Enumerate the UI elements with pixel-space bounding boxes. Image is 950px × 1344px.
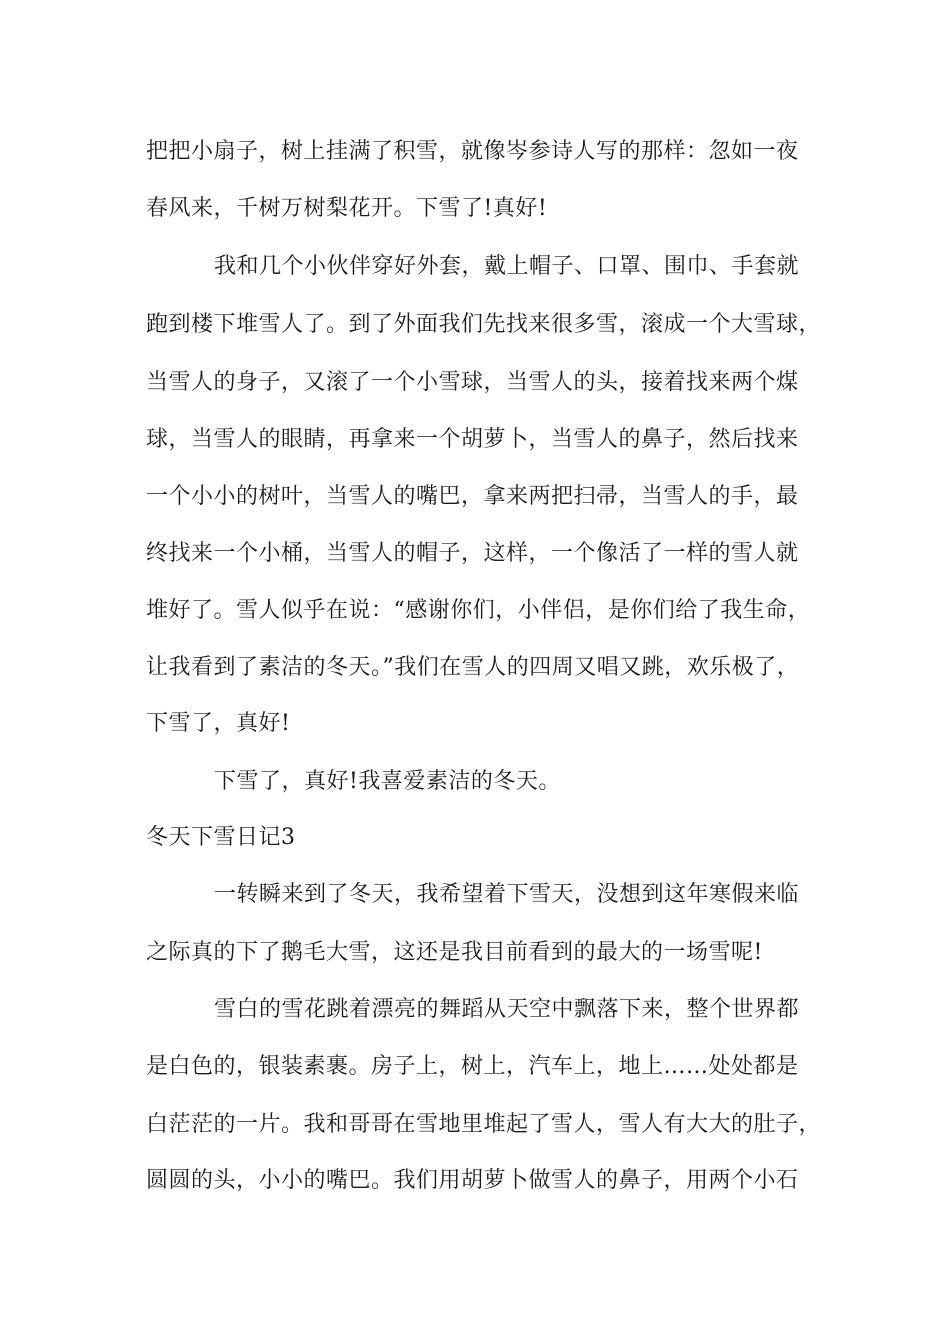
paragraph-line: 之际真的下了鹅毛大雪，这还是我目前看到的最大的一场雪呢! (146, 940, 763, 965)
paragraph-line: 雪白的雪花跳着漂亮的舞蹈从天空中飘落下来，整个世界都 (214, 997, 800, 1022)
section-heading: 冬天下雪日记3 (146, 825, 296, 850)
paragraph-line: 下雪了，真好! (146, 711, 291, 736)
paragraph-line: 白茫茫的一片。我和哥哥在雪地里堆起了雪人，雪人有大大的肚子， (146, 1112, 822, 1137)
paragraph-line: 圆圆的头，小小的嘴巴。我们用胡萝卜做雪人的鼻子，用两个小石 (146, 1168, 799, 1193)
paragraph-line: 我和几个小伙伴穿好外套，戴上帽子、口罩、围巾、手套就 (214, 254, 800, 279)
paragraph-line: 球，当雪人的眼睛，再拿来一个胡萝卜，当雪人的鼻子，然后找来 (146, 427, 799, 452)
paragraph-line: 堆好了。雪人似乎在说：“感谢你们，小伴侣，是你们给了我生命， (146, 598, 811, 623)
paragraph-line: 当雪人的身子，又滚了一个小雪球，当雪人的头，接着找来两个煤 (146, 370, 799, 395)
paragraph-line: 终找来一个小桶，当雪人的帽子，这样，一个像活了一样的雪人就 (146, 541, 799, 566)
paragraph-line: 下雪了，真好!我喜爱素洁的冬天。 (214, 769, 561, 794)
paragraph-line: 跑到楼下堆雪人了。到了外面我们先找来很多雪，滚成一个大雪球， (146, 312, 822, 337)
paragraph-line: 一个小小的树叶，当雪人的嘴巴，拿来两把扫帚，当雪人的手，最 (146, 484, 799, 509)
paragraph-line: 把把小扇子，树上挂满了积雪，就像岑参诗人写的那样：忽如一夜 (146, 139, 799, 164)
paragraph-line: 让我看到了素洁的冬天。”我们在雪人的四周又唱又跳，欢乐极了， (146, 655, 800, 680)
paragraph-line: 春风来，千树万树梨花开。下雪了!真好! (146, 196, 548, 221)
paragraph-line: 一转瞬来到了冬天，我希望着下雪天，没想到这年寒假来临 (214, 882, 800, 907)
paragraph-line: 是白色的，银装素裹。房子上，树上，汽车上，地上……处处都是 (146, 1054, 799, 1079)
